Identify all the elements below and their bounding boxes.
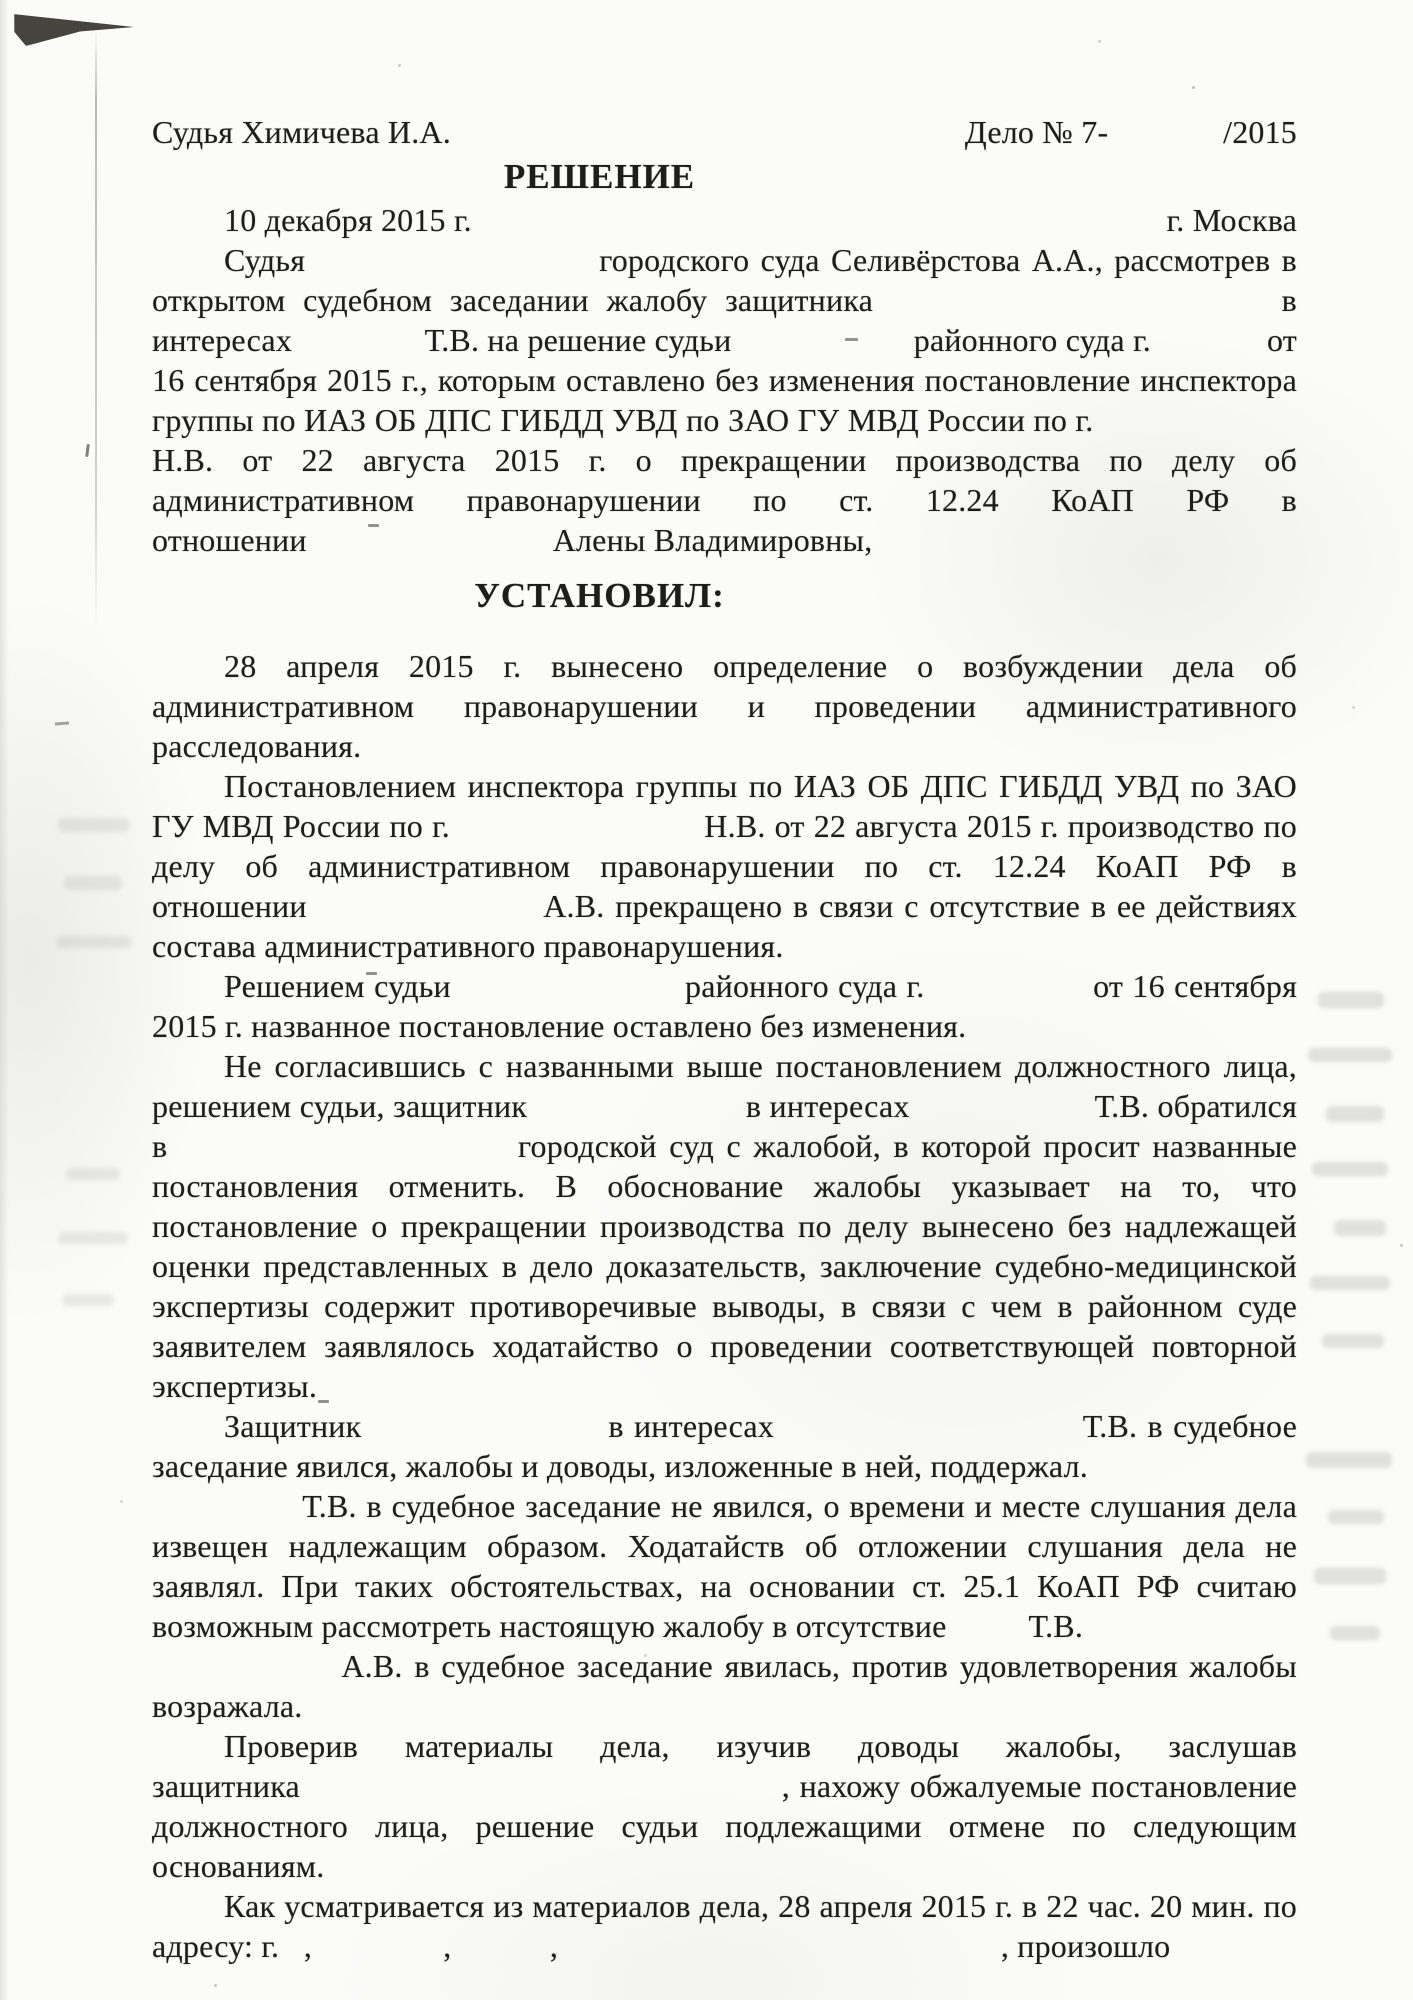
bleed-through-mark [1312,1162,1388,1176]
decision-date: 10 декабря 2015 г. [224,202,472,238]
bleed-through-mark [1330,1626,1380,1640]
paragraph: Не согласившись с названными выше постановлением должностного лица, решением судьи, защитник в интересах Т.В. обратился в городской суд с жалобой, в которой просит названные постановления отменить. В обоснование жалобы указывает на то, что постановление о прекращении производства по делу вынесено без надлежащей оценки представленных в дело доказательств, заключение судебно-медицинской экспертизы содержит противоречивые выводы, в связи с чем в районном суде заявителем заявлялось ходатайство о проведении соответствующей повторной экспертизы. [152,1048,1297,1404]
case-number: Дело № 7- /2015 [964,114,1297,150]
document-body [152,112,1297,1966]
bleed-through-mark [56,936,132,948]
paragraph: 28 апреля 2015 г. вынесено определение о возбуждении дела об административном правонарушении и проведении административного расследования. [152,648,1297,764]
bleed-through-mark [66,1168,120,1180]
paragraph: Решением судьи районного суда г. от 16 сентября 2015 г. названное постановление оставлено без изменения. [152,968,1297,1044]
bleed-through-mark [62,1294,114,1306]
paragraph: Защитник в интересах Т.В. в судебное заседание явился, жалобы и доводы, изложенные в ней, поддержал. [152,1408,1297,1484]
judge-name: Судья Химичева И.А. [152,114,451,150]
intro-paragraph: Судья городского суда Селивёрстова А.А., рассмотрев в открытом судебном заседании жалобу защитника в интересах Т.В. на решение судьи районного суда г. от 16 сентября 2015 г., которым оставлено без изменения постановление инспектора группы по ИАЗ ОБ ДПС ГИБДД УВД по ЗАО ГУ МВД России по г. Н.В. от 22 августа 2015 г. о прекращении производства по делу об административном правонарушении по ст. 12.24 КоАП РФ в отношении Алены Владимировны, [152,242,1297,558]
bleed-through-mark [58,818,130,832]
scan-corner-mark [14,8,134,46]
bleed-through-mark [1306,1452,1392,1468]
scan-stray-mark [85,444,90,457]
document-header-row [152,112,1297,152]
paragraph: Постановлением инспектора группы по ИАЗ ОБ ДПС ГИБДД УВД по ЗАО ГУ МВД России по г. Н.В. от 22 августа 2015 г. производство по делу об административном правонарушении по ст. 12.24 КоАП РФ в отношении А.В. прекращено в связи с отсутствие в ее действиях состава административного правонарушения. [152,768,1297,964]
scan-crease-line [95,30,97,630]
bleed-through-mark [58,1232,128,1244]
paragraph: Проверив материалы дела, изучив доводы жалобы, заслушав защитника , нахожу обжалуемые постановление должностного лица, решение судьи подлежащими отмене по следующим основаниям. [152,1728,1297,1884]
established-heading: УСТАНОВИЛ: [474,576,725,615]
paragraph: Т.В. в судебное заседание не явился, о времени и месте слушания дела извещен надлежащим образом. Ходатайств об отложении слушания дела не заявлял. При таких обстоятельствах, на основании ст. 25.1 КоАП РФ считаю возможным рассмотреть настоящую жалобу в отсутствие Т.В. [152,1488,1297,1644]
decision-place: г. Москва [1166,202,1297,238]
scan-stray-mark [55,722,69,726]
bleed-through-mark [1308,1048,1392,1062]
bleed-through-mark [64,876,122,890]
dateline-row [152,200,1297,240]
bleed-through-mark [1326,1106,1384,1122]
bleed-through-mark [1322,1334,1384,1348]
bleed-through-mark [1328,1510,1384,1524]
scan-specks [0,0,3,3]
bleed-through-mark [1318,992,1384,1008]
paragraph: А.В. в судебное заседание явилась, против удовлетворения жалобы возражала. [152,1648,1297,1724]
bleed-through-mark [1310,1276,1390,1290]
document-title: РЕШЕНИЕ [503,157,696,196]
paragraph: Как усматривается из материалов дела, 28 апреля 2015 г. в 22 час. 20 мин. по адресу: г. , , , , произошло [152,1888,1297,1964]
bleed-through-mark [1334,1220,1386,1236]
bleed-through-mark [1314,1568,1386,1584]
